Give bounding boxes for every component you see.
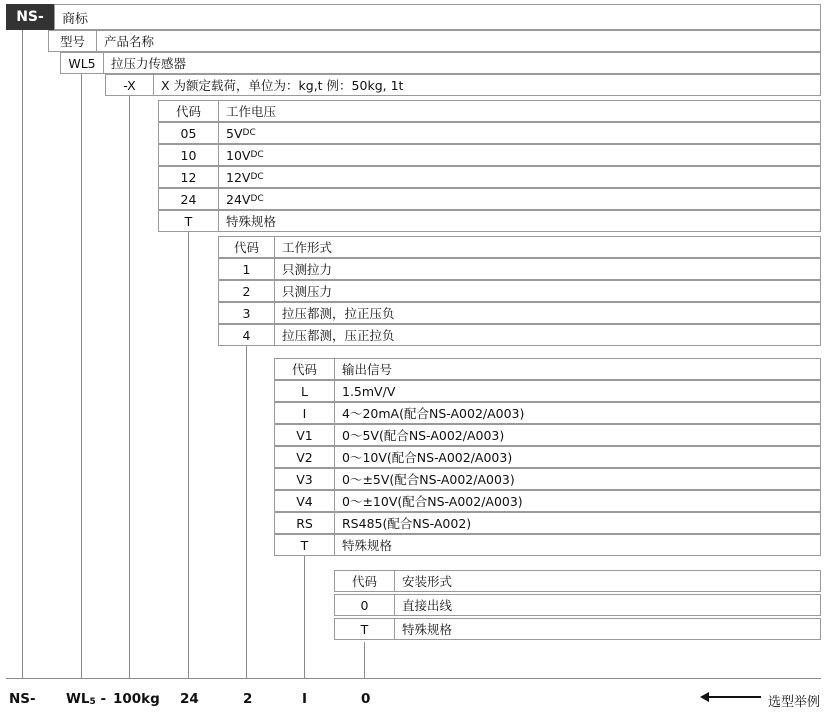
voltage-label (219, 167, 820, 187)
example-capacity: 100kg (113, 691, 160, 707)
voltage-header-row (158, 100, 821, 122)
brand-code-block: NS- (6, 4, 54, 30)
output-row (274, 468, 821, 490)
worktype-code: 4 (219, 325, 275, 345)
worktype-header-code: 代码 (219, 237, 275, 257)
output-code: V4 (275, 491, 335, 511)
output-code: RS (275, 513, 335, 533)
voltage-label-suffix: DC (250, 150, 264, 160)
voltage-code: 10 (159, 145, 219, 165)
worktype-code: 2 (219, 281, 275, 301)
capacity-code: -X (106, 75, 154, 95)
mounting-row (334, 594, 821, 616)
voltage-code: 05 (159, 123, 219, 143)
output-label: 1.5mV/V (342, 383, 396, 399)
worktype-code: 3 (219, 303, 275, 323)
voltage-row (158, 210, 821, 232)
output-code: V2 (275, 447, 335, 467)
capacity-row (105, 74, 821, 96)
worktype-row (218, 324, 821, 346)
series-label: 拉压力传感器 (111, 56, 187, 71)
output-row (274, 512, 821, 534)
connector-line-series (81, 74, 82, 678)
example-brand: NS- (9, 691, 36, 707)
voltage-label-text: 5V (226, 125, 243, 141)
series-row (60, 52, 821, 74)
voltage-label (219, 189, 820, 209)
mounting-code: T (335, 619, 395, 639)
worktype-row (218, 258, 821, 280)
mounting-label: 特殊规格 (402, 622, 453, 637)
output-label: 0～±5V(配合NS-A002/A003) (342, 472, 515, 487)
brand-label-row: 商标 (54, 4, 821, 30)
worktype-label: 拉压都测，拉正压负 (282, 306, 395, 321)
output-row (274, 380, 821, 402)
model-row (48, 30, 821, 52)
connector-line-voltage (188, 232, 189, 678)
output-row (274, 534, 821, 556)
voltage-label (219, 145, 820, 165)
example-divider (6, 678, 821, 679)
example-output: I (302, 691, 308, 707)
voltage-row (158, 166, 821, 188)
voltage-row (158, 144, 821, 166)
mounting-label: 直接出线 (402, 598, 453, 613)
output-row (274, 490, 821, 512)
connector-line-capacity (129, 96, 130, 678)
example-arrow-icon (700, 692, 761, 702)
voltage-header-code: 代码 (159, 101, 219, 121)
voltage-code: 24 (159, 189, 219, 209)
output-header-row (274, 358, 821, 380)
connector-line-output (304, 556, 305, 678)
mounting-code: 0 (335, 595, 395, 615)
mounting-header-label: 安装形式 (402, 574, 453, 589)
output-label: 0～±10V(配合NS-A002/A003) (342, 494, 523, 509)
worktype-label: 只测拉力 (282, 262, 333, 277)
output-row (274, 446, 821, 468)
model-code: 型号 (49, 31, 97, 51)
voltage-code: T (159, 211, 219, 231)
output-header-code: 代码 (275, 359, 335, 379)
worktype-row (218, 302, 821, 324)
voltage-row (158, 188, 821, 210)
output-label: 4～20mA(配合NS-A002/A003) (342, 406, 525, 421)
output-label: 0～5V(配合NS-A002/A003) (342, 428, 505, 443)
connector-line-worktype (246, 346, 247, 678)
voltage-header-label: 工作电压 (226, 104, 277, 119)
mounting-header-row (334, 570, 821, 592)
voltage-label-suffix: DC (250, 172, 264, 182)
worktype-label: 只测压力 (282, 284, 333, 299)
output-label: 0～10V(配合NS-A002/A003) (342, 450, 513, 465)
voltage-label: 特殊规格 (226, 214, 277, 229)
series-code: WL5 (61, 53, 104, 73)
voltage-code: 12 (159, 167, 219, 187)
output-code: I (275, 403, 335, 423)
worktype-label: 拉压都测，压正拉负 (282, 328, 395, 343)
worktype-code: 1 (219, 259, 275, 279)
voltage-label-suffix: DC (242, 128, 256, 138)
mounting-row (334, 618, 821, 640)
example-mounting: 0 (361, 691, 371, 707)
example-worktype: 2 (243, 691, 253, 707)
mounting-header-code: 代码 (335, 571, 395, 591)
example-note: 选型举例 (768, 695, 821, 710)
worktype-header-label: 工作形式 (282, 240, 333, 255)
voltage-label (219, 123, 820, 143)
voltage-label-text: 12V (226, 169, 251, 185)
capacity-label: X 为额定载荷，单位为：kg,t 例：50kg, 1t (161, 78, 404, 93)
output-label: 特殊规格 (342, 538, 393, 553)
output-code: L (275, 381, 335, 401)
arrow-line-icon (709, 696, 761, 698)
worktype-row (218, 280, 821, 302)
output-header-label: 输出信号 (342, 362, 393, 377)
output-code: V3 (275, 469, 335, 489)
connector-line-brand (22, 30, 23, 678)
arrow-head-icon (700, 692, 709, 702)
voltage-label-text: 10V (226, 147, 251, 163)
output-row (274, 424, 821, 446)
connector-line-mounting (364, 642, 365, 678)
output-code: V1 (275, 425, 335, 445)
voltage-label-text: 24V (226, 191, 251, 207)
worktype-header-row (218, 236, 821, 258)
example-series: WL5 - (66, 691, 107, 707)
example-voltage: 24 (180, 691, 199, 707)
voltage-label-suffix: DC (250, 194, 264, 204)
output-label: RS485(配合NS-A002) (342, 516, 472, 531)
output-code: T (275, 535, 335, 555)
model-label: 产品名称 (104, 34, 155, 49)
voltage-row (158, 122, 821, 144)
output-row (274, 402, 821, 424)
